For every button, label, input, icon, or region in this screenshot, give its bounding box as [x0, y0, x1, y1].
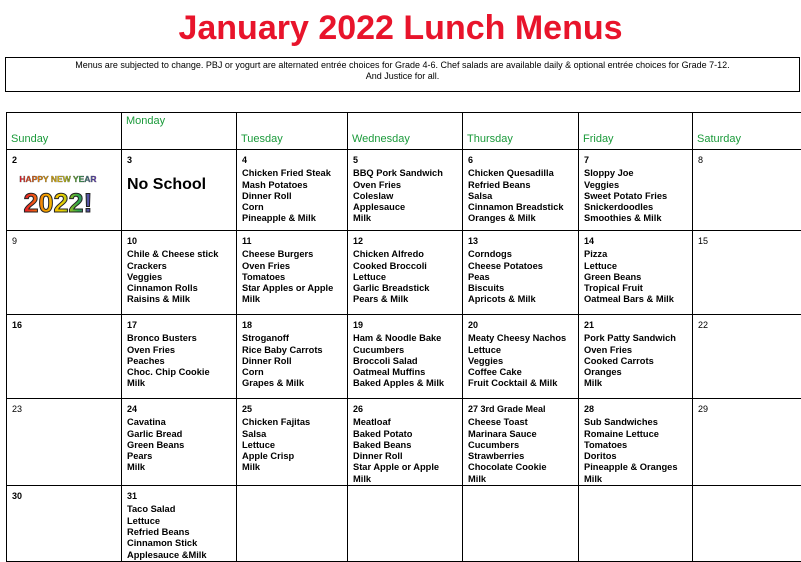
- day-cell: [348, 399, 463, 486]
- menu-item: Cucumbers: [468, 440, 578, 451]
- day-number: 12: [353, 236, 462, 247]
- menu-item: Pineapple & Oranges: [584, 462, 692, 473]
- day-cell: [122, 231, 237, 315]
- menu-item: Star Apples or Apple: [242, 283, 347, 294]
- weekday-thursday: Thursday: [463, 113, 579, 150]
- week-row: [7, 486, 801, 562]
- day-number: 13: [468, 236, 578, 247]
- day-cell: [122, 399, 237, 486]
- menu-item: Applesauce: [353, 202, 462, 213]
- menu-item: Cheese Potatoes: [468, 261, 578, 272]
- day-cell: [693, 315, 801, 399]
- menu-item: Milk: [127, 462, 236, 473]
- menu-item: Marinara Sauce: [468, 429, 578, 440]
- menu-item: Baked Beans: [353, 440, 462, 451]
- menu-item: Baked Apples & Milk: [353, 378, 462, 389]
- day-cell: [237, 231, 348, 315]
- menu-item: Baked Potato: [353, 429, 462, 440]
- menu-item: Doritos: [584, 451, 692, 462]
- menu-item: Green Beans: [127, 440, 236, 451]
- day-number: 14: [584, 236, 692, 247]
- menu-item: Milk: [468, 474, 578, 485]
- day-number: 18: [242, 320, 347, 331]
- menu-item: Crackers: [127, 261, 236, 272]
- menu-item: Grapes & Milk: [242, 378, 347, 389]
- menu-item: Ham & Noodle Bake: [353, 333, 462, 344]
- menu-item: Dinner Roll: [242, 356, 347, 367]
- week-row: [7, 231, 801, 315]
- menu-item: Milk: [584, 474, 692, 485]
- menu-item: Peaches: [127, 356, 236, 367]
- menu-item: Chicken Fried Steak: [242, 168, 347, 179]
- day-cell: [122, 315, 237, 399]
- menu-item: Sweet Potato Fries: [584, 191, 692, 202]
- menu-item: Pork Patty Sandwich: [584, 333, 692, 344]
- day-number: 26: [353, 404, 462, 415]
- page-title: January 2022 Lunch Menus: [0, 8, 801, 48]
- menu-item: Veggies: [468, 356, 578, 367]
- day-number: 15: [698, 236, 801, 247]
- menu-item: Mash Potatoes: [242, 180, 347, 191]
- menu-item: Romaine Lettuce: [584, 429, 692, 440]
- day-cell: [122, 486, 237, 562]
- menu-item: Chicken Quesadilla: [468, 168, 578, 179]
- day-number: 7: [584, 155, 692, 166]
- week-row: [7, 150, 801, 231]
- menu-item: Broccoli Salad: [353, 356, 462, 367]
- day-cell: [693, 150, 801, 231]
- menu-item: Raisins & Milk: [127, 294, 236, 305]
- new-year-banner-text: HAPPY NEW YEAR: [19, 174, 96, 184]
- day-cell: [579, 399, 693, 486]
- menu-item: Smoothies & Milk: [584, 213, 692, 224]
- menu-item: Stroganoff: [242, 333, 347, 344]
- menu-item: Taco Salad: [127, 504, 236, 515]
- menu-item: Cooked Carrots: [584, 356, 692, 367]
- weekday-wednesday: Wednesday: [348, 113, 463, 150]
- menu-item: Lettuce: [127, 516, 236, 527]
- day-number: 27 3rd Grade Meal: [468, 404, 578, 415]
- menu-item: Cinnamon Breadstick: [468, 202, 578, 213]
- menu-item: Fruit Cocktail & Milk: [468, 378, 578, 389]
- menu-item: Coleslaw: [353, 191, 462, 202]
- day-number: 25: [242, 404, 347, 415]
- menu-item: Refried Beans: [127, 527, 236, 538]
- menu-item: Oatmeal Muffins: [353, 367, 462, 378]
- day-number: 16: [12, 320, 121, 331]
- menu-item: Meatloaf: [353, 417, 462, 428]
- weekday-tuesday: Tuesday: [237, 113, 348, 150]
- menu-calendar: [6, 112, 801, 562]
- menu-item: Cavatina: [127, 417, 236, 428]
- menu-item: Oatmeal Bars & Milk: [584, 294, 692, 305]
- notice-line-1: Menus are subjected to change. PBJ or yogurt are alternated entrée choices for Grade 4-6. Chef salads are available daily & optional entrée choices for Grade 7-12.: [6, 60, 799, 71]
- menu-item: Choc. Chip Cookie: [127, 367, 236, 378]
- day-cell: [693, 231, 801, 315]
- day-number: 9: [12, 236, 121, 247]
- weekday-friday: Friday: [579, 113, 693, 150]
- day-number: 28: [584, 404, 692, 415]
- day-cell: [579, 315, 693, 399]
- day-number: 17: [127, 320, 236, 331]
- menu-item: Strawberries: [468, 451, 578, 462]
- week-row: [7, 399, 801, 486]
- menu-item: Dinner Roll: [353, 451, 462, 462]
- day-number: 20: [468, 320, 578, 331]
- menu-item: Apple Crisp: [242, 451, 347, 462]
- menu-item: Corndogs: [468, 249, 578, 260]
- menu-item: Cooked Broccoli: [353, 261, 462, 272]
- day-cell: [348, 486, 463, 562]
- menu-item: Chicken Alfredo: [353, 249, 462, 260]
- menu-item: Snickerdoodles: [584, 202, 692, 213]
- day-number: 4: [242, 155, 347, 166]
- day-cell: [237, 486, 348, 562]
- day-cell: [463, 150, 579, 231]
- menu-item: Sub Sandwiches: [584, 417, 692, 428]
- menu-item: Salsa: [468, 191, 578, 202]
- week-row: [7, 315, 801, 399]
- menu-item: Biscuits: [468, 283, 578, 294]
- day-number: 5: [353, 155, 462, 166]
- menu-item: Veggies: [584, 180, 692, 191]
- menu-item: Cinnamon Rolls: [127, 283, 236, 294]
- day-cell: [348, 150, 463, 231]
- menu-item: Tropical Fruit: [584, 283, 692, 294]
- day-cell: [579, 231, 693, 315]
- menu-item: Lettuce: [584, 261, 692, 272]
- menu-item: Garlic Bread: [127, 429, 236, 440]
- day-number: 19: [353, 320, 462, 331]
- day-cell: [579, 486, 693, 562]
- menu-item: Salsa: [242, 429, 347, 440]
- menu-item: Star Apple or Apple: [353, 462, 462, 473]
- day-number: 22: [698, 320, 801, 331]
- menu-item: Milk: [353, 213, 462, 224]
- menu-item: Veggies: [127, 272, 236, 283]
- menu-item: Lettuce: [242, 440, 347, 451]
- day-cell: [7, 231, 122, 315]
- menu-item: Rice Baby Carrots: [242, 345, 347, 356]
- menu-item: Coffee Cake: [468, 367, 578, 378]
- menu-item: Milk: [584, 378, 692, 389]
- menu-item: Corn: [242, 367, 347, 378]
- menu-item: Meaty Cheesy Nachos: [468, 333, 578, 344]
- day-cell: [348, 231, 463, 315]
- menu-item: Chocolate Cookie: [468, 462, 578, 473]
- day-cell: [463, 399, 579, 486]
- menu-item: Oranges & Milk: [468, 213, 578, 224]
- day-number: 23: [12, 404, 121, 415]
- notice-box: [5, 57, 800, 92]
- day-number: 11: [242, 236, 347, 247]
- day-number: 3: [127, 155, 236, 166]
- menu-item: Applesauce &Milk: [127, 550, 236, 561]
- menu-item: Tomatoes: [242, 272, 347, 283]
- day-cell: [7, 315, 122, 399]
- notice-line-2: And Justice for all.: [6, 71, 799, 82]
- menu-item: Lettuce: [468, 345, 578, 356]
- menu-item: Milk: [242, 294, 347, 305]
- menu-item: Lettuce: [353, 272, 462, 283]
- day-cell: [348, 315, 463, 399]
- new-year-year-text: 2022!: [23, 188, 92, 218]
- no-school-label: No School: [127, 176, 236, 194]
- day-number: 31: [127, 491, 236, 502]
- menu-item: Refried Beans: [468, 180, 578, 191]
- menu-item: Oven Fries: [242, 261, 347, 272]
- day-cell: [7, 150, 122, 231]
- day-cell: [237, 150, 348, 231]
- menu-item: Oranges: [584, 367, 692, 378]
- day-cell: [463, 231, 579, 315]
- weekday-sunday: Sunday: [7, 113, 122, 150]
- day-number: 10: [127, 236, 236, 247]
- day-cell: [693, 399, 801, 486]
- menu-item: Tomatoes: [584, 440, 692, 451]
- day-cell: [237, 399, 348, 486]
- day-number: 24: [127, 404, 236, 415]
- menu-item: Milk: [127, 378, 236, 389]
- day-number: 2: [12, 155, 121, 166]
- menu-item: Oven Fries: [127, 345, 236, 356]
- menu-item: Apricots & Milk: [468, 294, 578, 305]
- day-number: 6: [468, 155, 578, 166]
- menu-item: Cheese Toast: [468, 417, 578, 428]
- day-cell: [7, 399, 122, 486]
- menu-item: Peas: [468, 272, 578, 283]
- happy-new-year-graphic: [12, 172, 104, 224]
- menu-item: Pineapple & Milk: [242, 213, 347, 224]
- day-number: 29: [698, 404, 801, 415]
- menu-item: Corn: [242, 202, 347, 213]
- menu-item: Dinner Roll: [242, 191, 347, 202]
- menu-item: Oven Fries: [584, 345, 692, 356]
- menu-item: Sloppy Joe: [584, 168, 692, 179]
- menu-item: Milk: [242, 462, 347, 473]
- day-number: 30: [12, 491, 121, 502]
- menu-item: Chicken Fajitas: [242, 417, 347, 428]
- menu-item: Garlic Breadstick: [353, 283, 462, 294]
- day-cell: [7, 486, 122, 562]
- menu-item: Pears & Milk: [353, 294, 462, 305]
- menu-item: BBQ Pork Sandwich: [353, 168, 462, 179]
- menu-item: Chile & Cheese stick: [127, 249, 236, 260]
- day-cell: [463, 486, 579, 562]
- day-cell: [693, 486, 801, 562]
- day-cell: [122, 150, 237, 231]
- menu-item: Pizza: [584, 249, 692, 260]
- day-cell: [237, 315, 348, 399]
- menu-item: Green Beans: [584, 272, 692, 283]
- menu-item: Cucumbers: [353, 345, 462, 356]
- day-cell: [463, 315, 579, 399]
- day-number: 8: [698, 155, 801, 166]
- weekday-header-row: [7, 113, 801, 150]
- day-number: 21: [584, 320, 692, 331]
- menu-item: Pears: [127, 451, 236, 462]
- menu-item: Oven Fries: [353, 180, 462, 191]
- menu-item: Milk: [353, 474, 462, 485]
- weekday-saturday: Saturday: [693, 113, 801, 150]
- menu-item: Cheese Burgers: [242, 249, 347, 260]
- menu-item: Cinnamon Stick: [127, 538, 236, 549]
- day-cell: [579, 150, 693, 231]
- menu-item: Bronco Busters: [127, 333, 236, 344]
- weekday-monday: Monday: [122, 113, 237, 150]
